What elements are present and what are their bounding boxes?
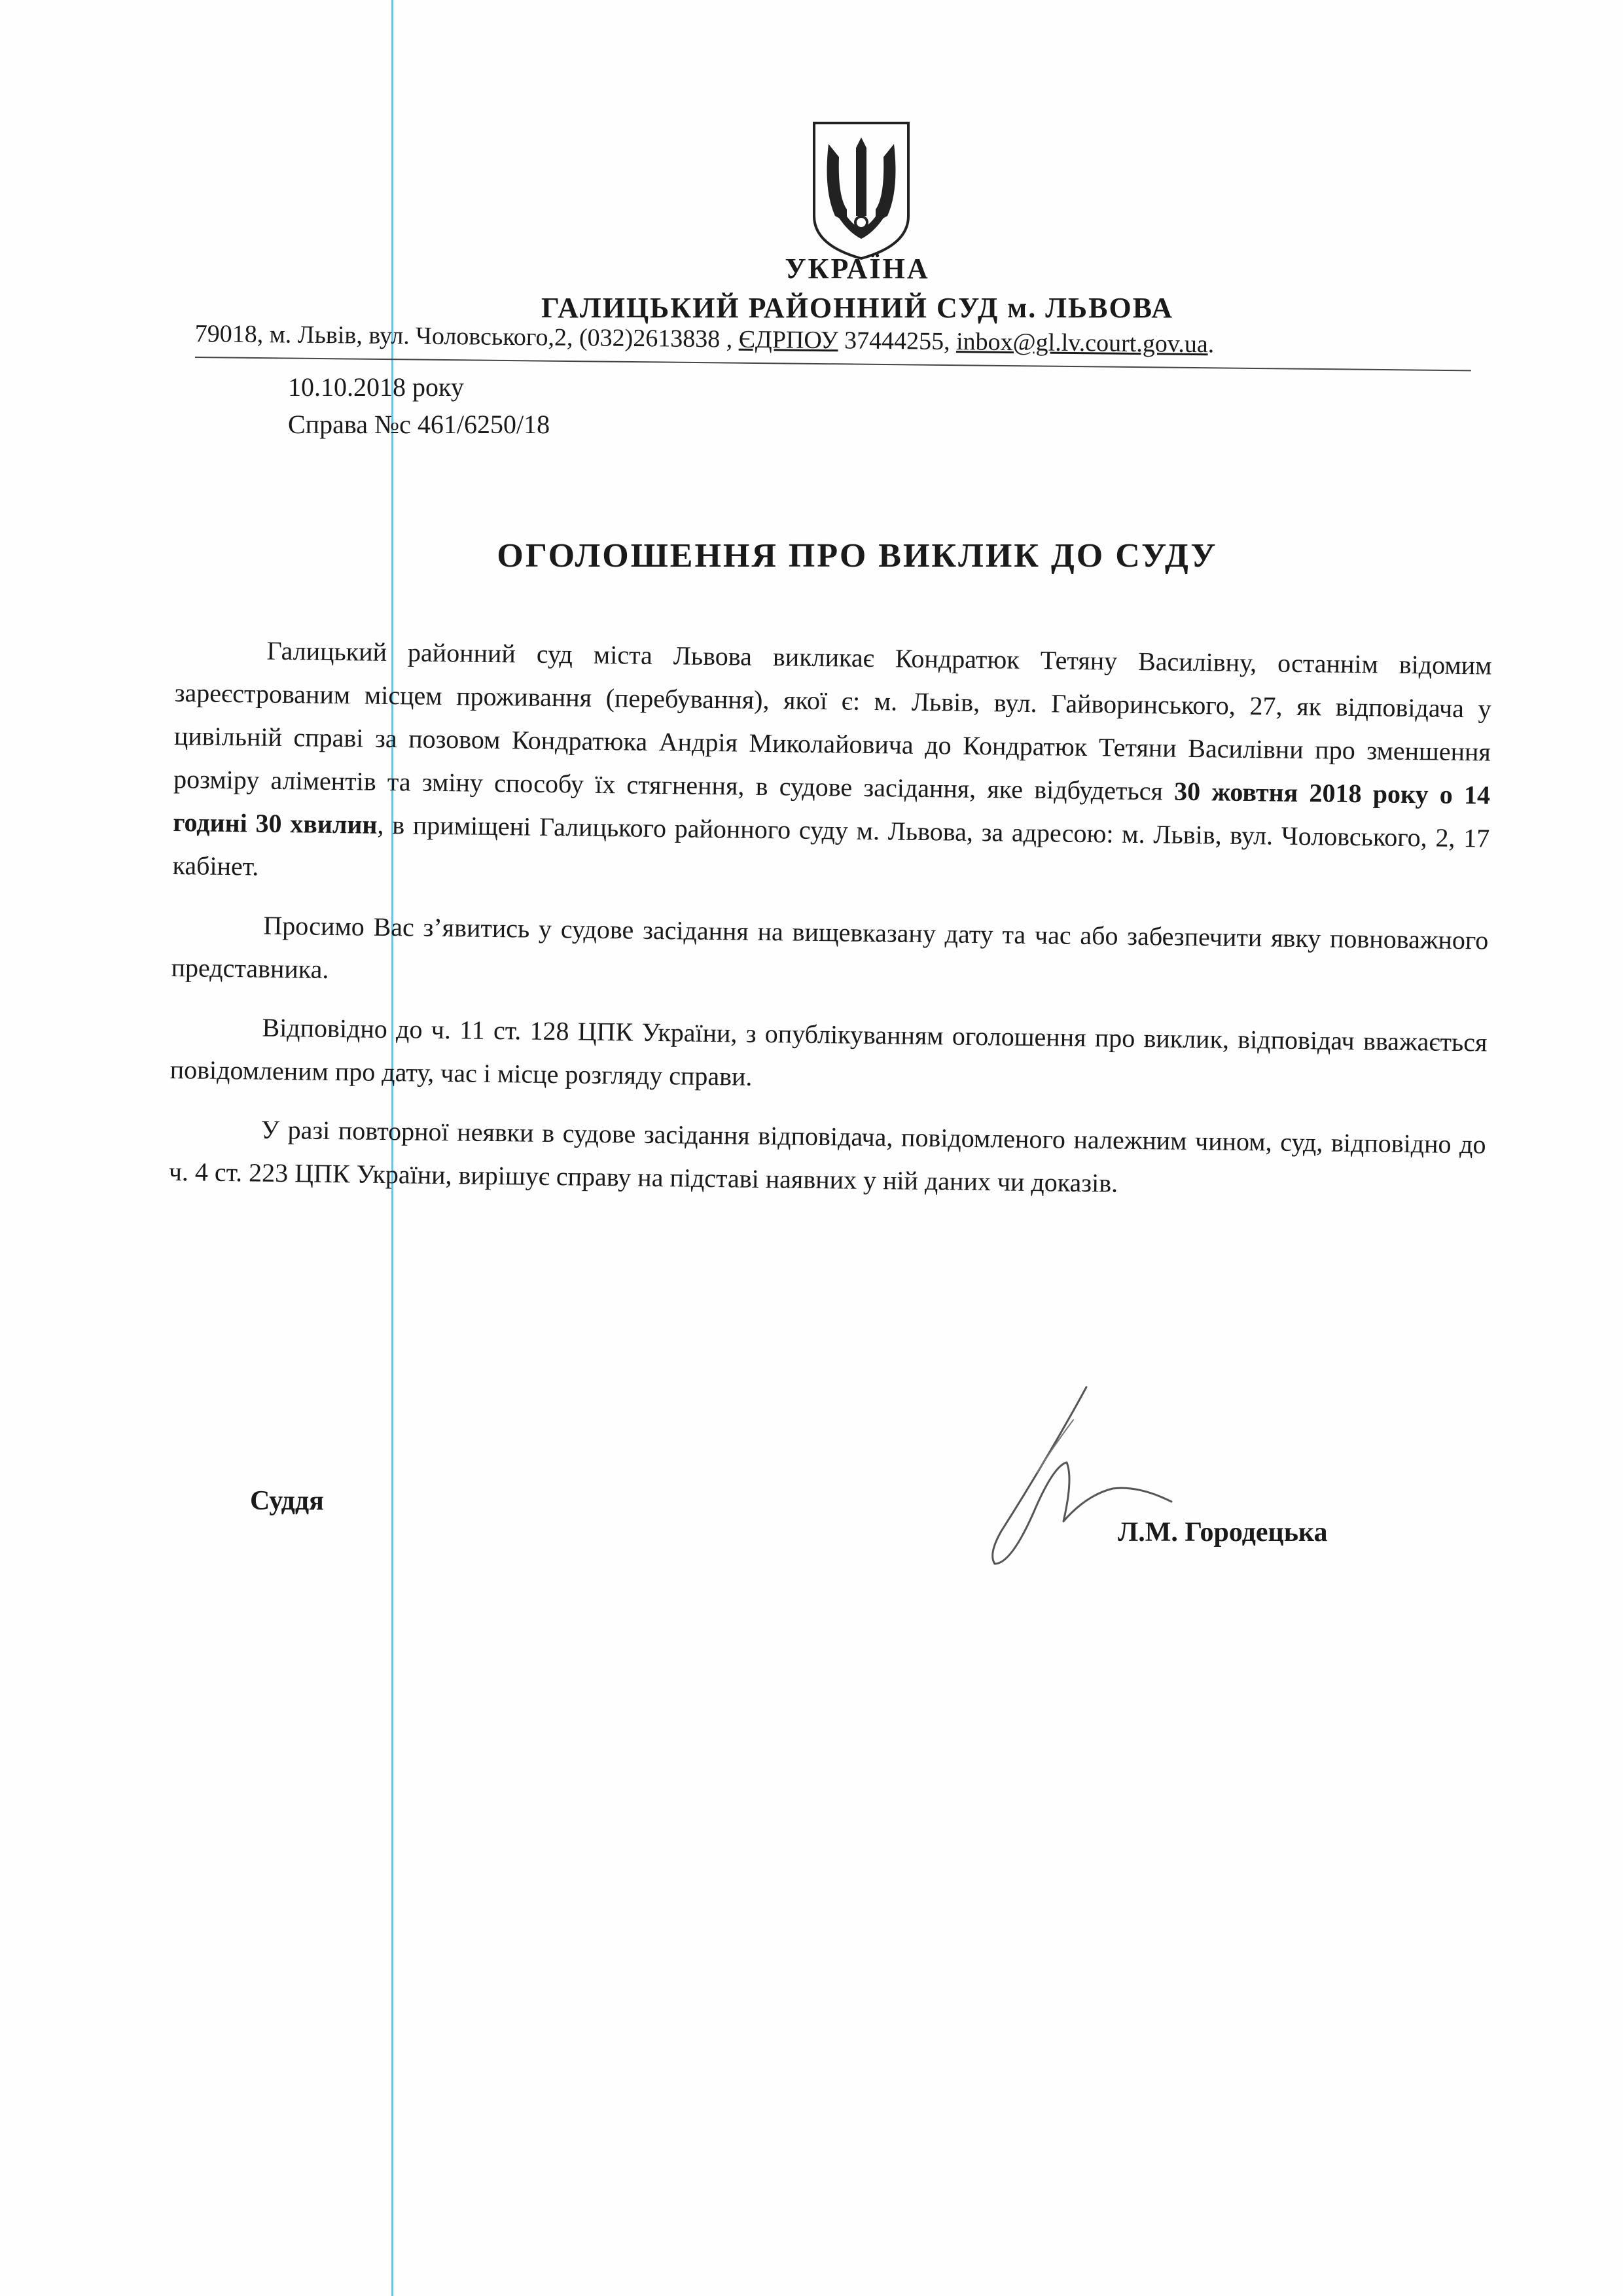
header-country: УКРАЇНА (785, 253, 930, 285)
body-paragraph-1 (172, 628, 1492, 904)
judge-label: Суддя (250, 1486, 324, 1516)
court-address-line (195, 319, 1471, 361)
document-body (168, 628, 1492, 1226)
case-number: Справа №с 461/6250/18 (288, 410, 550, 439)
p1-end: , в приміщені Галицького районного суду м. Львова, за адресою: м. Львів, вул. Чоловського, 2, 17 кабінет. (172, 809, 1490, 881)
hearing-datetime: 30 жовтня 2018 року о 14 годині 30 хвилин (173, 776, 1491, 839)
court-email: inbox@gl.lv.court.gov.ua (955, 328, 1208, 359)
header-court-name: ГАЛИЦЬКИЙ РАЙОННИЙ СУД м. ЛЬВОВА (541, 292, 1174, 324)
judge-name: Л.М. Городецька (1118, 1517, 1328, 1547)
body-paragraph-2: Просимо Вас з’явитись у судове засідання на вищевказану дату та час або забезпечити явку повноважного представника. (171, 910, 1489, 984)
body-paragraph-3: Відповідно до ч. 11 ст. 128 ЦПК України, з опублікуванням оголошення про виклик, відповідач вважається повідомленим про дату, час і місце розгляду справи. (169, 1012, 1488, 1091)
document-date: 10.10.2018 року (288, 372, 464, 402)
edrpou-label: ЄДРПОУ (738, 325, 838, 355)
address-part-3: . (1207, 330, 1215, 359)
address-part-2: 37444255, (838, 327, 957, 356)
address-part-1: 79018, м. Львів, вул. Чоловського,2, (032)2613838 , (194, 319, 740, 353)
p1-start: Галицький районний суд міста Львова викликає Кондратюк Тетяну Василівну, останнім відомим зареєстрованим місцем проживання (перебування), якої є: м. Львів, вул. Гайворинського, 27, як відповідача у цивільній справі за позовом Кондратюка Андрія Миколайовича до Кондратюк Тетяни Василівни про зменшення розміру аліментів та зміну способу їх стягнення, в судове засідання, яке відбудеться (173, 635, 1492, 806)
document-title: ОГОЛОШЕННЯ ПРО ВИКЛИК ДО СУДУ (497, 537, 1218, 574)
trident-emblem-icon (809, 118, 914, 262)
body-paragraph-4: У разі повторної неявки в судове засідання відповідача, повідомленого належним чином, суд, відповідно до ч. 4 ст. 223 ЦПК України, вирішує справу на підставі наявних у ній даних чи доказів. (168, 1114, 1486, 1198)
